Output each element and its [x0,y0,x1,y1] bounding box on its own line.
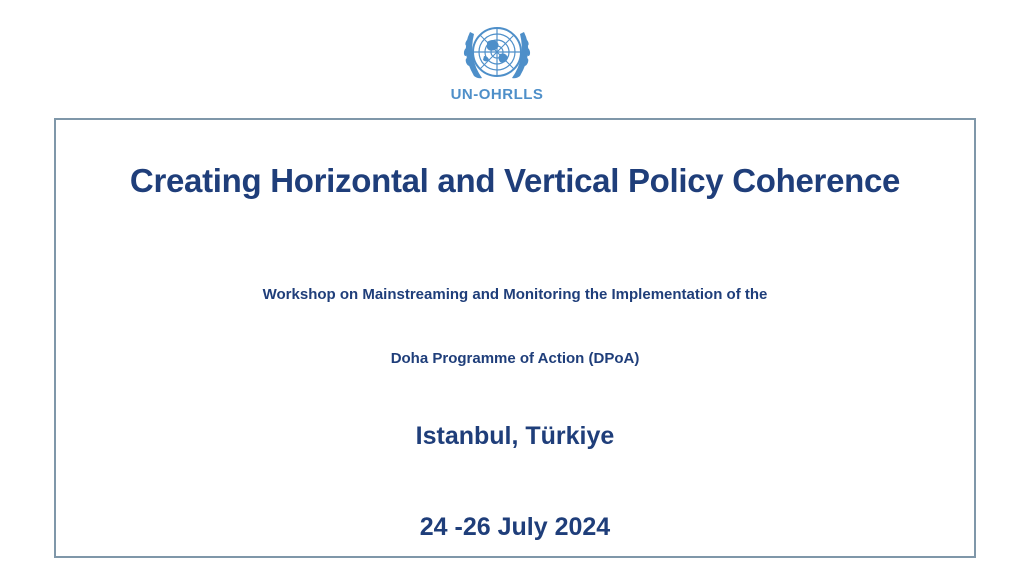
slide-frame [54,118,976,558]
un-emblem-icon [432,22,562,84]
event-dates: 24 -26 July 2024 [419,513,611,541]
location: Istanbul, Türkiye [415,422,615,450]
workshop-line-2: Doha Programme of Action (DPoA) [390,350,640,367]
un-ohrlls-logo [432,22,562,108]
workshop-line-1: Workshop on Mainstreaming and Monitoring the Implementation of the [262,286,768,303]
logo-wordmark: UN-OHRLLS [450,86,544,103]
slide-title: Creating Horizontal and Vertical Policy Coherence [129,162,901,199]
